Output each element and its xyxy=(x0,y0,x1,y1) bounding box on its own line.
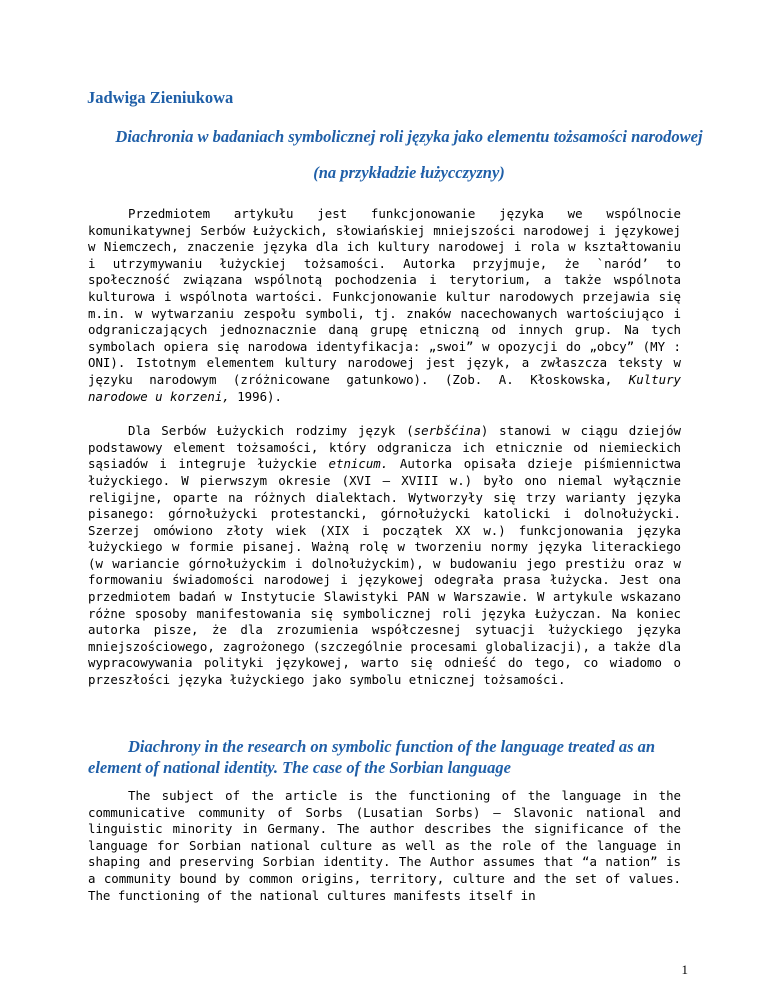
page-number: 1 xyxy=(681,962,688,977)
title-polish: Diachronia w badaniach symbolicznej roli języka jako elementu tożsamości narodowej (na przykładzie łużycczyzny) xyxy=(115,127,703,182)
abstract-polish-paragraph-1 xyxy=(88,206,681,405)
title-english: Diachrony in the research on symbolic function of the language treated as an element of national identity. The case of the Sorbian language xyxy=(88,737,656,777)
abstract-pl-p2-text-2: ) stanowi w ciągu dziejów podstawowy element tożsamości, który odgranicza ich etnicznie od niemieckich sąsiadów i integruje łużyckie xyxy=(88,423,681,472)
abstract-polish xyxy=(88,206,681,689)
abstract-pl-p1-italic-title: Kultury narodowe u korzeni, xyxy=(88,371,681,404)
abstract-pl-p2-text-3: Autorka opisała dzieje piśmiennictwa łużyckiego. W pierwszym okresie (XVI – XVIII w.) było ono niemal wyłącznie religijne, oparte na różnych dialektach. Wytworzyły się trzy warianty języka pisanego: górnołużycki protestancki, górnołużycki katolicki i dolnołużycki. Szerzej omówiono złoty wiek (XIX i początek XX w.) funkcjonowania języka łużyckiego w formie pisanej. Ważną rolę w tworzeniu normy języka literackiego (w wariancie górnołużyckim i dolnołużyckim), w budowaniu jego prestiżu oraz w formowaniu świadomości narodowej i językowej odegrała prasa łużycka. Jest ona przedmiotem badań w Instytucie Slawistyki PAN w Warszawie. W artykule wskazano różne sposoby manifestowania się symbolicznej roli języka Łużyczan. Na koniec autorka pisze, że dla zrozumienia współczesnej sytuacji łużyckiego języka mniejszościowego, zagrożonego (szczególnie procesami globalizacji), a także dla wypracowywania polityki językowej, warto się odnieść do tego, co wiadomo o przeszłości języka łużyckiego jako symbolu etnicznej tożsamości. xyxy=(88,456,681,688)
abstract-pl-p2-italic-term: serbšćina xyxy=(413,423,481,439)
abstract-polish-paragraph-2 xyxy=(88,423,681,689)
abstract-pl-p2-italic-etnicum: etnicum. xyxy=(328,456,389,472)
abstract-pl-p1-text-2: 1996). xyxy=(237,388,282,404)
abstract-pl-p1-text-1: Przedmiotem artykułu jest funkcjonowanie języka we wspólnocie komunikatywnej Serbów Łużyckich, słowiańskiej mniejszości narodowej i językowej w Niemczech, znaczenie języka dla ich kultury narodowej i rola w kształtowaniu i utrzymywaniu łużyckiej tożsamości. Autorka przyjmuje, że `naród’ to społeczność związana wspólnotą pochodzenia i terytorium, a także wspólnota kulturowa i wspólnota wartości. Funkcjonowanie kultur narodowych przejawia się m.in. w wytwarzaniu zespołu symboli, tj. znaków nacechowanych wartościująco i odgraniczających jednoznacznie daną grupę etniczną od innych grup. Na tych symbolach opiera się narodowa identyfikacja: „swoi” w opozycji do „obcy” (MY : ONI). Istotnym elementem kultury narodowej jest język, a zwłaszcza teksty w języku narodowym (zróżnicowane gatunkowo). (Zob. A. Kłoskowska, xyxy=(88,206,681,387)
abstract-english-paragraph-1: The subject of the article is the functioning of the language in the communicative community of Sorbs (Lusatian Sorbs) – Slavonic national and linguistic minority in Germany. The author describes the significance of the language for Sorbian national culture as well as the role of the language in shaping and preserving Sorbian identity. The Author assumes that “a nation” is a community bound by common origins, territory, culture and the set of values. The functioning of the national cultures manifests itself in xyxy=(88,788,681,903)
abstract-english xyxy=(88,788,681,904)
author-name: Jadwiga Zieniukowa xyxy=(87,88,234,107)
abstract-pl-p2-text-1: Dla Serbów Łużyckich rodzimy język ( xyxy=(128,423,414,439)
